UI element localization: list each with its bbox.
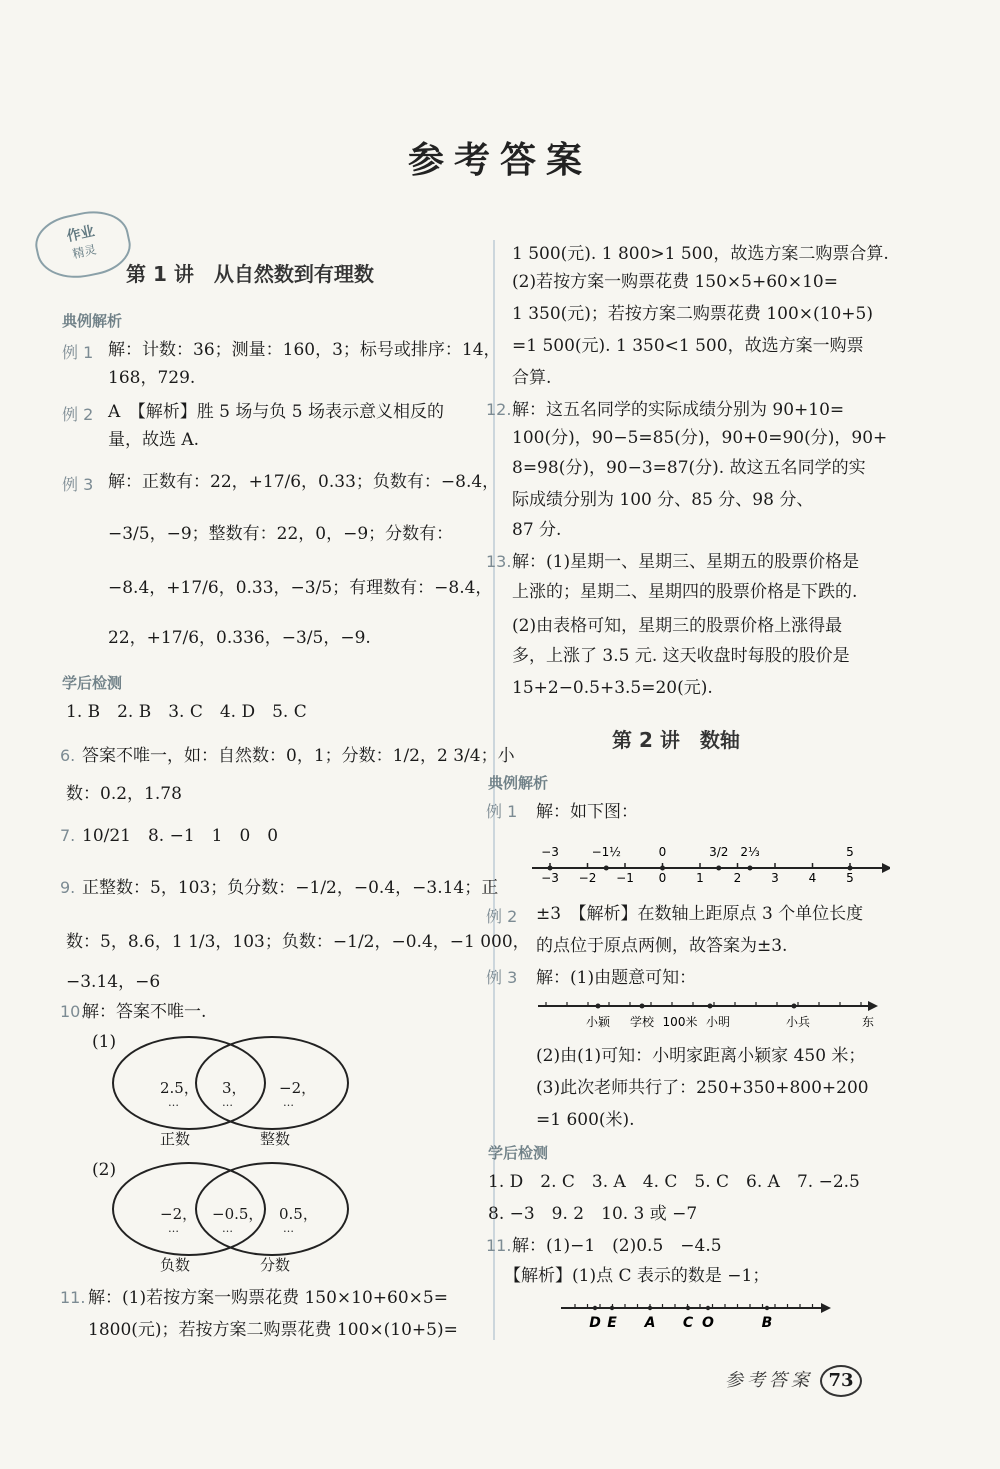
answer-line: 1. D 2. C 3. A 4. C 5. C 6. A 7. −2.5: [488, 1172, 860, 1192]
point-letter: A: [644, 1315, 656, 1331]
venn1-left-value: 2.5，: [160, 1079, 199, 1097]
text-line: 87 分.: [512, 520, 562, 540]
page-title: 参考答案: [407, 140, 592, 181]
text-line: 多，上涨了 3.5 元. 这天收盘时每股的股价是: [512, 646, 850, 666]
answer-line: 10/21 8. −1 1 0 0: [82, 826, 279, 846]
tick-label: −1: [616, 871, 634, 885]
line-tag: 11.: [60, 1288, 86, 1307]
venn1-right-ellipse: [195, 1036, 349, 1130]
tick-label: −2: [578, 871, 597, 885]
example-tag: 例 2: [62, 405, 94, 424]
text-line: 际成绩分别为 100 分、85 分、98 分、: [512, 490, 814, 510]
point-dot: [593, 1306, 597, 1310]
example-line: −3/5，−9；整数有：22，0，−9；分数有：: [108, 524, 454, 544]
place-label: 小颖: [585, 1015, 611, 1029]
text-line: 1 500(元). 1 800>1 500，故选方案二购票合算.: [512, 244, 889, 264]
venn1-label: (1): [92, 1032, 117, 1052]
point-dot: [706, 1306, 710, 1310]
section2-check-heading: 学后检测: [488, 1144, 549, 1162]
answer-line: 答案不唯一，如：自然数：0，1；分数：1/2，2 3/4；小: [82, 746, 515, 766]
text-line: 解：这五名同学的实际成绩分别为 90+10=: [512, 400, 845, 420]
point-dot: [765, 1306, 769, 1310]
footer-label: 参考答案: [725, 1370, 813, 1391]
text-line: 8=98(分)，90−3=87(分). 故这五名同学的实: [512, 458, 866, 478]
section2-title: 第 2 讲 数轴: [612, 728, 740, 752]
number-line-1: [520, 832, 890, 888]
answer-line: 数：5，8.6，1 1/3，103；负数：−1/2，−0.4，−1 000，: [66, 932, 530, 952]
point-label: 3/2: [709, 845, 729, 859]
example-tag: 例 3: [62, 475, 94, 494]
section1-check-heading: 学后检测: [62, 674, 123, 692]
venn1-right-value: −2，: [279, 1079, 317, 1097]
answer-line: 解：答案不唯一.: [82, 1002, 207, 1022]
section2-typical-heading: 典例解析: [488, 774, 549, 792]
example-line: 168，729.: [108, 368, 196, 388]
point-dot: [610, 1306, 614, 1310]
question-number: 10.: [60, 1002, 86, 1021]
venn2-left-dots: …: [168, 1222, 180, 1235]
example-line: A 【解析】胜 5 场与负 5 场表示意义相反的: [108, 402, 445, 422]
tick-label: −3: [541, 871, 559, 885]
venn2-right-name: 分数: [260, 1256, 291, 1274]
text-line: 的点位于原点两侧，故答案为±3.: [536, 936, 788, 956]
number-line-2: [530, 994, 890, 1034]
venn2-right-dots: …: [283, 1222, 295, 1235]
ex1-text: 解：如下图：: [536, 802, 638, 822]
text-line: 上涨的；星期二、星期四的股票价格是下跌的.: [512, 582, 858, 602]
place-label: 东: [861, 1015, 875, 1029]
venn1-left-name: 正数: [160, 1130, 191, 1148]
example-line: 量，故选 A.: [108, 430, 200, 450]
point-label: 2⅓: [740, 845, 760, 859]
text-line: ±3 【解析】在数轴上距原点 3 个单位长度: [536, 904, 864, 924]
point-dot: [548, 866, 553, 871]
venn1-mid-dots: …: [222, 1096, 234, 1109]
question-number: 12.: [486, 400, 512, 419]
point-dot: [648, 1306, 652, 1310]
example-line: 解：正数有：22，+17/6，0.33；负数有：−8.4，: [108, 472, 500, 492]
point-dot: [716, 866, 721, 871]
number-line-3-labels: [589, 1315, 772, 1331]
tick-label: 4: [808, 871, 817, 885]
stamp-line1: 作业: [65, 223, 97, 245]
tick-label: 3: [771, 871, 779, 885]
place-label: 小明: [705, 1015, 731, 1029]
answer-line: 【解析】(1)点 C 表示的数是 −1；: [504, 1266, 770, 1286]
place-label: 小兵: [785, 1015, 811, 1029]
venn2-label: (2): [92, 1160, 117, 1180]
tick-label: 1: [696, 871, 704, 885]
text-line: =1 500(元). 1 350<1 500，故选方案一购票: [512, 336, 864, 356]
point-letter: O: [702, 1315, 714, 1331]
tick-label: 0: [658, 871, 667, 885]
ex3-tag-text: 例 3: [486, 968, 518, 987]
ex1-tag-text: 例 1: [486, 802, 518, 821]
venn2-mid-value: −0.5，: [212, 1205, 264, 1223]
number-line-2-labels: [586, 1014, 874, 1029]
answer-line: 1. B 2. B 3. C 4. D 5. C: [66, 702, 307, 722]
point-label: −3: [541, 845, 559, 859]
example-tag: 例 1: [62, 343, 94, 362]
ex1-tag: [486, 800, 517, 824]
venn2-mid-dots: …: [222, 1222, 234, 1235]
text-line: 解：(1)若按方案一购票花费 150×10+60×5=: [88, 1288, 448, 1308]
point-dot: [708, 1004, 713, 1009]
point-dot: [747, 866, 752, 871]
tick-label: 5: [846, 871, 854, 885]
answer-line: 解：(1)−1 (2)0.5 −4.5: [512, 1236, 722, 1256]
answer-line: 正整数：5，103；负分数：−1/2，−0.4，−3.14；正: [82, 878, 499, 898]
number-line-3: [555, 1298, 845, 1332]
example-line: 22，+17/6，0.336，−3/5，−9.: [108, 628, 371, 648]
point-label: −1½: [591, 845, 621, 859]
tick-label: 2: [733, 871, 742, 885]
example-line: 解：计数：36；测量：160，3；标号或排序：14，: [108, 340, 501, 360]
text-line: 1 350(元)；若按方案二购票花费 100×(10+5): [512, 304, 873, 324]
venn1-right-dots: …: [283, 1096, 295, 1109]
text-line: 1800(元)；若按方案二购票花费 100×(10+5)=: [88, 1320, 458, 1340]
point-letter: E: [607, 1315, 617, 1331]
venn2-left-name: 负数: [160, 1256, 191, 1274]
axis-arrow: [868, 1001, 878, 1011]
point-dot: [596, 1004, 601, 1009]
text-line: 解：(1)星期一、星期三、星期五的股票价格是: [512, 552, 860, 572]
text-line: (2)由(1)可知：小明家距离小颖家 450 米；: [536, 1046, 866, 1066]
point-dot: [604, 866, 609, 871]
venn2-left-value: −2，: [160, 1205, 198, 1223]
text-line: (2)由表格可知，星期三的股票价格上涨得最: [512, 616, 843, 636]
text-line: (3)此次老师共行了：250+350+800+200: [536, 1078, 869, 1098]
stamp-line2: 精灵: [71, 242, 98, 262]
question-number: 13.: [486, 552, 512, 571]
stamp-logo: [30, 204, 135, 286]
answer-line: 数：0.2，1.78: [66, 784, 182, 804]
venn1-right-name: 整数: [260, 1130, 291, 1148]
text-line: 100(分)，90−5=85(分)，90+0=90(分)，90+: [512, 428, 888, 448]
text-line: 15+2−0.5+3.5=20(元).: [512, 678, 713, 698]
ex3-text: 解：(1)由题意可知：: [536, 968, 697, 988]
point-label: 0: [658, 845, 667, 859]
point-label: 5: [846, 845, 854, 859]
venn1-left-dots: …: [168, 1096, 180, 1109]
text-line: 合算.: [512, 368, 552, 388]
answer-line: 8. −3 9. 2 10. 3 或 −7: [488, 1204, 698, 1224]
page-number: 73: [820, 1365, 862, 1397]
ex3-tag: [486, 966, 517, 990]
place-label: 100米: [662, 1015, 698, 1029]
text-line: (2)若按方案一购票花费 150×5+60×10=: [512, 272, 838, 292]
question-number: 7.: [60, 826, 76, 845]
point-dot: [848, 866, 853, 871]
number-line-1-ticks: [541, 863, 854, 885]
example-line: −8.4，+17/6，0.33，−3/5；有理数有：−8.4，: [108, 578, 493, 598]
point-letter: B: [761, 1315, 773, 1331]
section1-title: 第 1 讲 从自然数到有理数: [126, 262, 374, 286]
place-label: 学校: [629, 1015, 655, 1029]
point-dot: [640, 1004, 645, 1009]
answer-line: −3.14，−6: [66, 972, 161, 992]
question-number: 6.: [60, 746, 76, 765]
line-tag: 例 2: [486, 907, 518, 926]
point-dot: [686, 1306, 690, 1310]
section1-typical-heading: 典例解析: [62, 312, 123, 330]
question-number: 9.: [60, 878, 76, 897]
venn2-right-value: 0.5，: [279, 1205, 318, 1223]
axis-arrow: [821, 1303, 831, 1313]
point-letter: D: [589, 1315, 601, 1331]
point-letter: C: [682, 1315, 694, 1331]
question-number: 11.: [486, 1236, 512, 1255]
venn1-mid-value: 3，: [222, 1079, 247, 1097]
text-line: =1 600(米).: [536, 1110, 635, 1130]
point-dot: [792, 1004, 797, 1009]
point-dot: [660, 866, 665, 871]
axis-arrow: [882, 863, 890, 873]
